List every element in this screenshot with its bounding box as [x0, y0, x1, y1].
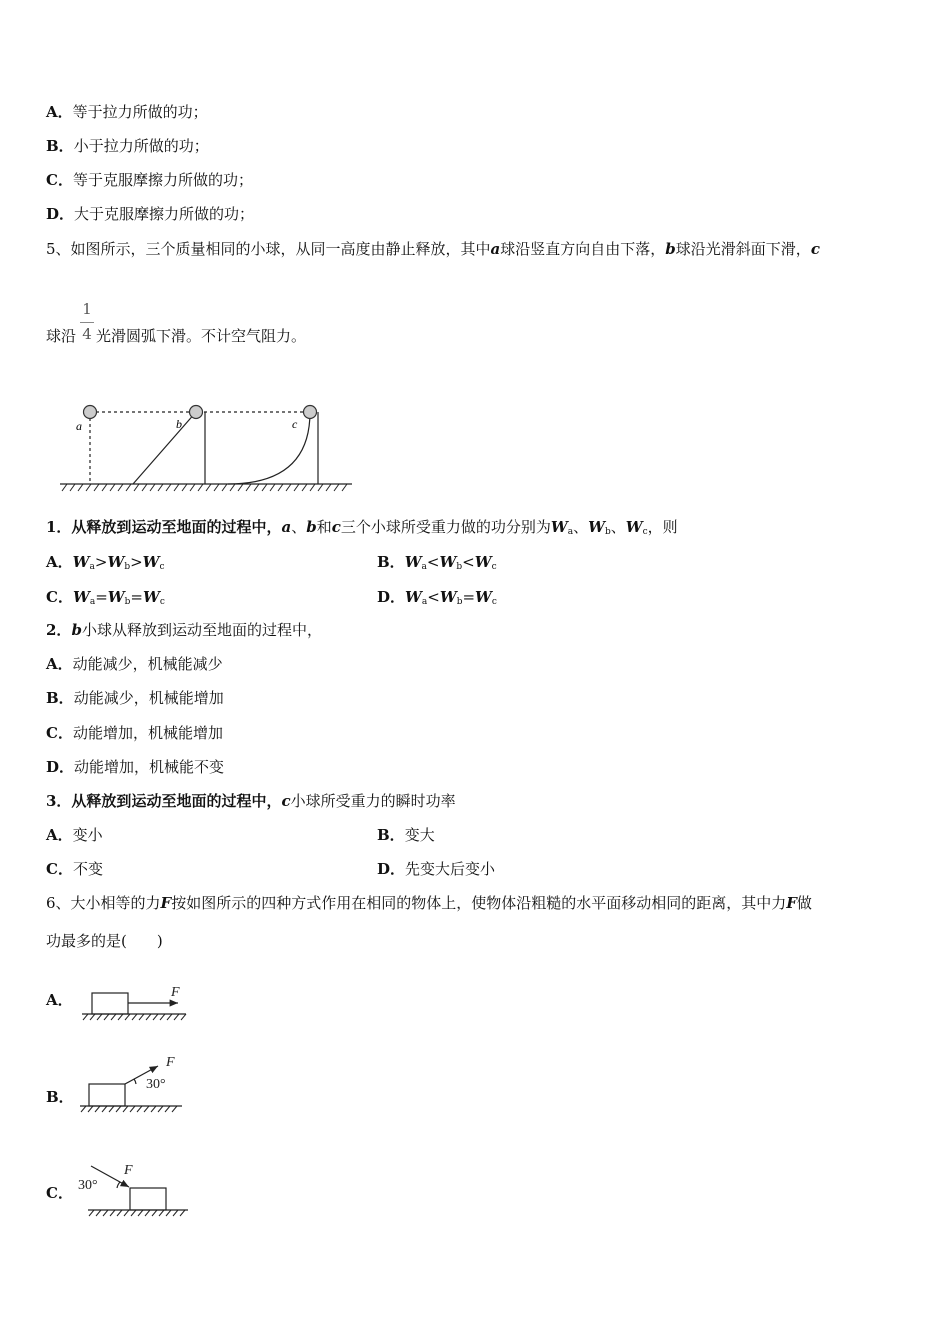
- figure-b: [80, 1066, 182, 1112]
- q5-stem-line2: 球沿 光滑圆弧下滑。不计空气阻力。: [46, 327, 307, 345]
- q5-sub2-option-c: C．动能增加，机械能增加: [46, 724, 223, 742]
- block-b: [89, 1084, 125, 1106]
- q5-sub3-option-b: B．变大: [377, 826, 435, 844]
- fraction-numerator: 1: [82, 300, 92, 318]
- q5-sub3-option-a: A．变小: [46, 826, 103, 844]
- q4-option-d: D．大于克服摩擦力所做的功；: [46, 205, 255, 223]
- q4-option-c: C．等于克服摩擦力所做的功；: [46, 171, 253, 189]
- angle-label-b: 30°: [146, 1077, 166, 1092]
- q5-sub2-option-d: D．动能增加，机械能不变: [46, 758, 225, 776]
- angle-arc-b: [134, 1079, 136, 1084]
- angle-arc-c: [117, 1182, 120, 1188]
- q5-sub3-option-d: D．先变大后变小: [377, 860, 496, 878]
- q6-stem-line1: 6、大小相等的力F按如图所示的四种方式作用在相同的物体上，使物体沿粗糙的水平面移动相同的距离，其中力F做: [46, 894, 812, 912]
- q4-option-b: B．小于拉力所做的功；: [46, 137, 209, 155]
- q5-sub3-stem: 3．从释放到运动至地面的过程中，c小球所受重力的瞬时功率: [46, 792, 456, 810]
- q5-sub1-option-b: B．$W_a<W_b<W_c$: [377, 553, 497, 572]
- force-label-c: F: [124, 1163, 133, 1178]
- q5-sub1-option-c: C．$W_a=W_b=W_c$: [46, 588, 165, 607]
- force-label-b: F: [166, 1055, 175, 1070]
- label-c: c: [292, 417, 298, 431]
- q6-option-c-label: C．: [46, 1184, 73, 1202]
- q4-option-a: A．等于拉力所做的功；: [46, 103, 208, 121]
- q5-sub2-stem: 2．b小球从释放到运动至地面的过程中，: [46, 621, 322, 639]
- fraction-denominator: 4: [82, 325, 92, 343]
- q5-sub2-option-a: A．动能减少，机械能减少: [46, 655, 223, 673]
- force-label-a: F: [171, 985, 180, 1000]
- q5-sub1-option-a: A．$W_a>W_b>W_c$: [46, 553, 165, 572]
- q5-sub1-stem: 1．从释放到运动至地面的过程中，a、b和c三个小球所受重力做的功分别为$W_a$、$W_b$、$W_c$，则: [46, 518, 678, 537]
- block-a: [92, 993, 128, 1014]
- angle-label-c: 30°: [78, 1178, 98, 1193]
- block-c: [130, 1188, 166, 1210]
- q5-sub3-option-c: C．不变: [46, 860, 103, 878]
- label-b: b: [176, 417, 182, 431]
- label-a: a: [76, 419, 82, 433]
- q6-option-b-label: B．: [46, 1088, 74, 1106]
- figure-c: [88, 1166, 188, 1216]
- q5-sub2-option-b: B．动能减少，机械能增加: [46, 689, 224, 707]
- q6-stem-line2: 功最多的是( ): [46, 932, 163, 950]
- q5-stem-line1: 5、如图所示，三个质量相同的小球，从同一高度由静止释放，其中a球沿竖直方向自由下落，b球沿光滑斜面下滑，c: [46, 240, 820, 258]
- q5-sub1-option-d: D．$W_a<W_b=W_c$: [377, 588, 497, 607]
- q6-option-a-label: A．: [46, 991, 73, 1009]
